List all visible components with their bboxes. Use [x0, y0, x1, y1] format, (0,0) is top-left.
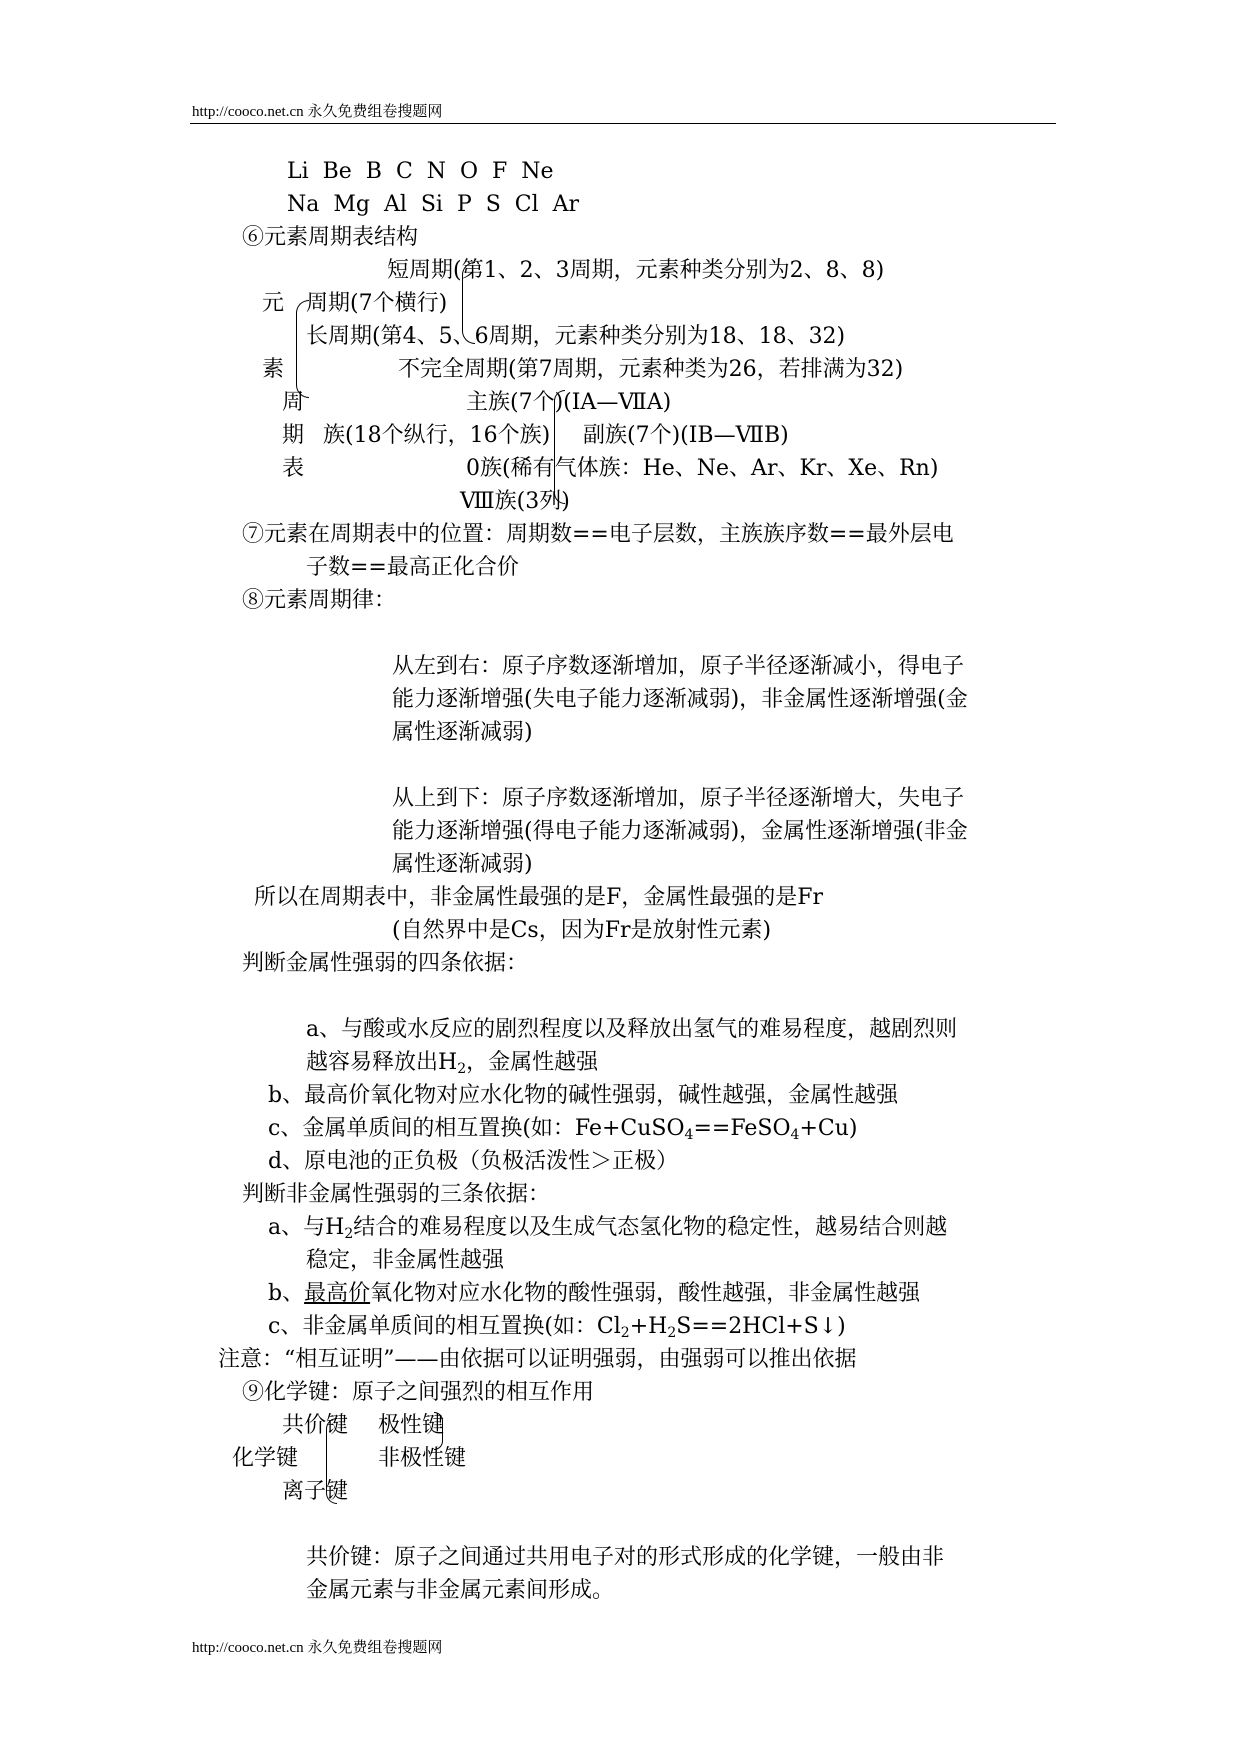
section-6-title: ⑥元素周期表结构: [242, 225, 419, 250]
top-bottom-line-2: 能力逐渐增强(得电子能力逐渐减弱)，金属性逐渐增强(非金: [392, 819, 968, 844]
left-right-line-1: 从左到右：原子序数逐渐增加，原子半径逐渐减小，得电子: [392, 654, 965, 679]
brace-group: [554, 390, 565, 504]
nonmetal-criterion-a-2: 稳定，非金属性越强: [306, 1248, 505, 1273]
left-right-line-2: 能力逐渐增强(失电子能力逐渐减弱)，非金属性逐渐增强(金: [392, 687, 968, 712]
conclusion-note: (自然界中是Cs，因为Fr是放射性元素): [392, 918, 772, 943]
char-qi: 期: [282, 423, 305, 448]
metal-criterion-d: d、原电池的正负极（负极活泼性＞正极）: [268, 1149, 679, 1174]
header-rule: [190, 123, 1056, 124]
metal-criterion-a-1: a、与酸或水反应的剧烈程度以及释放出氢气的难易程度，越剧烈则: [306, 1017, 958, 1042]
elements-row-2: Na Mg Al Si P S Cl Ar: [287, 192, 580, 217]
char-biao: 表: [282, 456, 305, 481]
nonpolar-bond-label: 非极性键: [378, 1446, 467, 1471]
ionic-bond-label: 离子键: [282, 1479, 349, 1504]
short-period: 短周期(第1、2、3周期，元素种类分别为2、8、8): [387, 258, 885, 283]
top-bottom-line-1: 从上到下：原子序数逐渐增加，原子半径逐渐增大，失电子: [392, 786, 965, 811]
group-label: 族(18个纵行，16个族): [323, 423, 551, 448]
period-label: 周期(7个横行): [306, 291, 448, 316]
left-right-line-3: 属性逐渐减弱): [392, 720, 533, 745]
covalent-definition-2: 金属元素与非金属元素间形成。: [306, 1578, 615, 1603]
top-bottom-line-3: 属性逐渐减弱): [392, 852, 533, 877]
polar-bond-label: 极性键: [378, 1413, 445, 1438]
attention-note: 注意：“相互证明”——由依据可以证明强弱，由强弱可以推出依据: [218, 1347, 857, 1372]
section-9-title: ⑨化学键：原子之间强烈的相互作用: [242, 1380, 595, 1405]
conclusion: 所以在周期表中，非金属性最强的是F，金属性最强的是Fr: [254, 885, 824, 910]
brace-covalent-bond: [434, 1412, 443, 1450]
section-7-line-2: 子数==最高正化合价: [306, 555, 519, 580]
page-footer: http://cooco.net.cn 永久免费组卷搜题网: [192, 1640, 443, 1656]
char-su: 素: [262, 357, 285, 382]
page-header: http://cooco.net.cn 永久免费组卷搜题网: [192, 104, 443, 120]
incomplete-period: 不完全周期(第7周期，元素种类为26，若排满为32): [398, 357, 904, 382]
brace-period: [462, 262, 475, 344]
metal-criterion-b: b、最高价氧化物对应水化物的碱性强弱，碱性越强，金属性越强: [268, 1083, 899, 1108]
nonmetal-criterion-a-1: a、与$H_2$结合的难易程度以及生成气态氢化物的稳定性，越易结合则越: [268, 1215, 948, 1242]
section-7-line-1: ⑦元素在周期表中的位置：周期数==电子层数，主族族序数==最外层电: [242, 522, 954, 547]
char-yuan: 元: [262, 291, 285, 316]
metal-criteria-title: 判断金属性强弱的四条依据：: [242, 951, 529, 976]
viii-group: Ⅷ族(3列): [460, 489, 570, 514]
metal-criterion-a-2: 越容易释放出$H_2$，金属性越强: [306, 1050, 599, 1077]
brace-element-table: [296, 300, 309, 398]
nonmetal-criterion-c: c、非金属单质间的相互置换(如：$Cl_2+H_2S==2HCl+S↓$): [268, 1314, 846, 1341]
nonmetal-criterion-b: b、最高价氧化物对应水化物的酸性强弱，酸性越强，非金属性越强: [268, 1281, 921, 1306]
nonmetal-criteria-title: 判断非金属性强弱的三条依据：: [242, 1182, 551, 1207]
section-8-title: ⑧元素周期律：: [242, 588, 397, 613]
sub-group: 副族(7个)(ⅠB—ⅦB): [583, 423, 789, 448]
brace-chemical-bond: [326, 1418, 337, 1504]
metal-criterion-c: c、金属单质间的相互置换(如：Fe+CuSO$_4$==FeSO$_4$+Cu): [268, 1116, 858, 1143]
elements-row-1: Li Be B C N O F Ne: [287, 159, 554, 184]
char-zhou: 周: [282, 390, 305, 415]
covalent-definition-1: 共价键：原子之间通过共用电子对的形式形成的化学键，一般由非: [306, 1545, 945, 1570]
zero-group: 0族(稀有气体族：He、Ne、Ar、Kr、Xe、Rn): [466, 456, 939, 481]
chemical-bond-label: 化学键: [232, 1446, 299, 1471]
long-period: 长周期(第4、5、6周期，元素种类分别为18、18、32): [306, 324, 846, 349]
covalent-bond-label: 共价键: [282, 1413, 349, 1438]
main-group: 主族(7个)(ⅠA—ⅦA): [466, 390, 672, 415]
